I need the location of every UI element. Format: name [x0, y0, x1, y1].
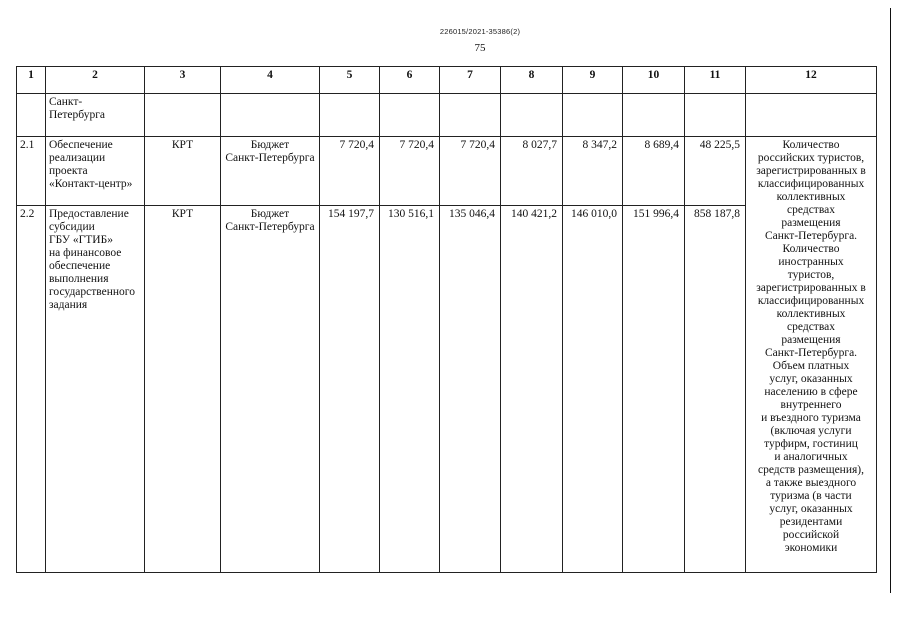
table-cell: [145, 94, 221, 137]
funding-source-cell: Бюджет Санкт-Петербурга: [221, 206, 320, 573]
value-cell: 146 010,0: [563, 206, 623, 573]
continuation-name-cell: Санкт- Петербурга: [46, 94, 145, 137]
column-header: 6: [380, 67, 440, 94]
value-cell: 7 720,4: [440, 137, 501, 206]
activity-name-cell: Предоставление субсидии ГБУ «ГТИБ» на финансовое обеспечение выполнения государственного задания: [46, 206, 145, 573]
table-cell: [221, 94, 320, 137]
column-header: 12: [746, 67, 877, 94]
page-number: 75: [474, 42, 486, 54]
table-cell: [685, 94, 746, 137]
row-number-cell: 2.1: [17, 137, 46, 206]
value-cell: 7 720,4: [320, 137, 380, 206]
table-cell: [380, 94, 440, 137]
value-cell: 8 027,7: [501, 137, 563, 206]
column-header: 1: [17, 67, 46, 94]
table-cell: [563, 94, 623, 137]
value-cell: 140 421,2: [501, 206, 563, 573]
column-header: 8: [501, 67, 563, 94]
column-header: 4: [221, 67, 320, 94]
table-cell: [440, 94, 501, 137]
total-cell: 48 225,5: [685, 137, 746, 206]
column-header: 9: [563, 67, 623, 94]
column-header: 7: [440, 67, 501, 94]
table-cell: [623, 94, 685, 137]
value-cell: 8 689,4: [623, 137, 685, 206]
value-cell: 135 046,4: [440, 206, 501, 573]
column-header: 5: [320, 67, 380, 94]
total-cell: 858 187,8: [685, 206, 746, 573]
table-cell: [320, 94, 380, 137]
column-header: 11: [685, 67, 746, 94]
executor-cell: КРТ: [145, 137, 221, 206]
funding-source-cell: Бюджет Санкт-Петербурга: [221, 137, 320, 206]
activity-name-cell: Обеспечение реализации проекта «Контакт-центр»: [46, 137, 145, 206]
value-cell: 154 197,7: [320, 206, 380, 573]
budget-table: [16, 66, 877, 573]
indicator-cell: Количество российских туристов, зарегистрированных в классифицированных коллективных средствах размещения Санкт-Петербурга. Количество иностранных туристов, зарегистрированных в классифицированных коллективных средствах размещения Санкт-Петербурга. Объем платных услуг, оказанных населению в сфере внутреннего и въездного туризма (включая услуги турфирм, гостиниц и аналогичных средств размещения), а также выездного туризма (в части услуг, оказанных резидентами российской экономики: [746, 137, 877, 573]
column-header: 3: [145, 67, 221, 94]
document-registration-number: 226015/2021-35386(2): [439, 27, 521, 36]
table-cell: [17, 94, 46, 137]
table-row-continuation: [17, 94, 877, 137]
table-cell: [746, 94, 877, 137]
row-number-cell: 2.2: [17, 206, 46, 573]
page-edge-line: [890, 8, 891, 593]
value-cell: 130 516,1: [380, 206, 440, 573]
column-header: 10: [623, 67, 685, 94]
executor-cell: КРТ: [145, 206, 221, 573]
column-header: 2: [46, 67, 145, 94]
value-cell: 8 347,2: [563, 137, 623, 206]
value-cell: 7 720,4: [380, 137, 440, 206]
table-cell: [501, 94, 563, 137]
table-row: [17, 137, 877, 206]
value-cell: 151 996,4: [623, 206, 685, 573]
table-header-row: [17, 67, 877, 94]
